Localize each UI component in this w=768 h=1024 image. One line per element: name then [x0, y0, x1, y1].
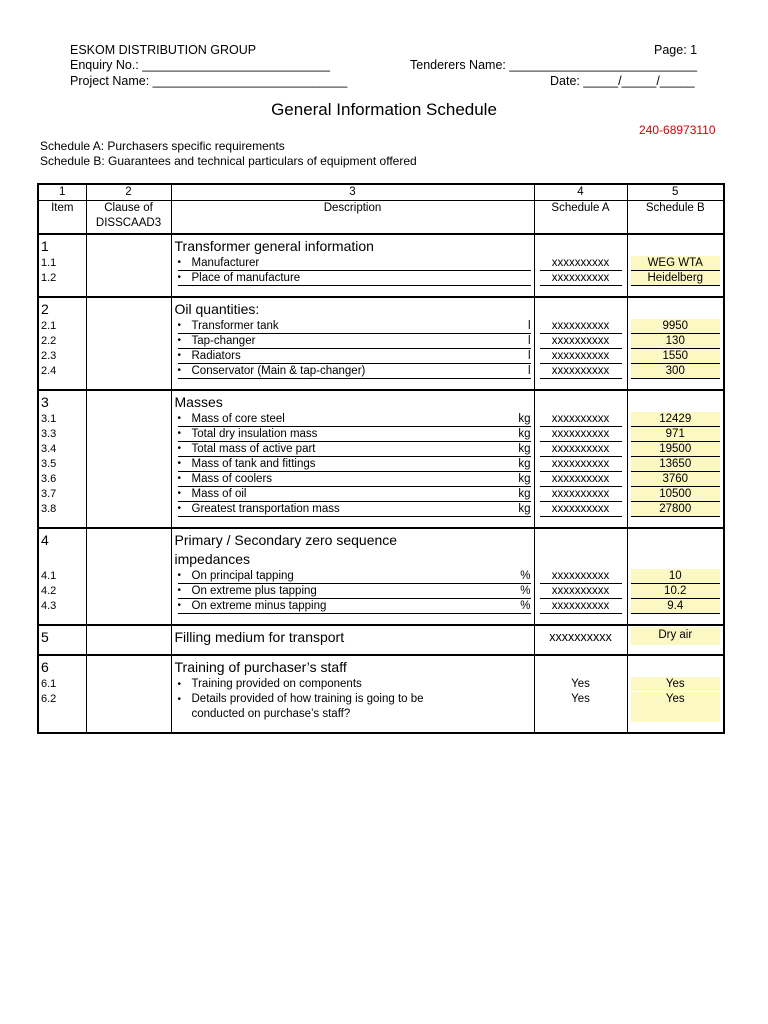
- table-row: [38, 599, 724, 614]
- schedule-b-value: Yes: [631, 692, 721, 722]
- date-field: Date: _____/_____/_____: [550, 74, 695, 88]
- item-number: 1.1: [41, 257, 57, 269]
- item-description: Training provided on components: [191, 678, 362, 690]
- item-number: 2.1: [41, 320, 57, 332]
- table-row: [38, 677, 724, 692]
- description-line: conducted on purchase’s staff?: [191, 708, 351, 720]
- section-title: Masses: [171, 390, 534, 412]
- table-row: [38, 442, 724, 457]
- item-description: Place of manufacture: [191, 272, 301, 284]
- enquiry-field: Enquiry No.: ___________________________: [70, 58, 330, 72]
- page-number: Page: 1: [654, 43, 698, 57]
- item-number: 3.5: [41, 458, 57, 470]
- bullet-icon: •: [177, 335, 182, 346]
- schedule-a-value: xxxxxxxxxx: [540, 584, 622, 599]
- item-unit: l: [527, 350, 531, 362]
- schedule-a-value: Yes: [534, 692, 627, 722]
- schedule-b-value: 971: [631, 427, 721, 442]
- item-description: Mass of coolers: [191, 473, 273, 485]
- item-description: On extreme minus tapping: [191, 600, 327, 612]
- schedule-a-value: xxxxxxxxxx: [540, 364, 622, 379]
- item-number: 4.2: [41, 585, 57, 597]
- bullet-icon: •: [177, 679, 182, 690]
- item-description: Total dry insulation mass: [191, 428, 318, 440]
- bullet-icon: •: [177, 272, 182, 283]
- schedule-a-value: xxxxxxxxxx: [540, 487, 622, 502]
- item-number: 6.1: [41, 678, 57, 690]
- schedule-a-value: xxxxxxxxxx: [540, 427, 622, 442]
- item-description: Greatest transportation mass: [191, 503, 340, 515]
- item-description: Mass of oil: [191, 488, 247, 500]
- bullet-icon: •: [177, 413, 182, 424]
- bullet-icon: •: [177, 443, 182, 454]
- project-field: Project Name: ____________________________: [70, 74, 348, 88]
- item-description: Radiators: [191, 350, 241, 362]
- table-row: [38, 364, 724, 379]
- section-header: [38, 390, 724, 412]
- bullet-icon: •: [177, 585, 182, 596]
- section-header: [38, 234, 724, 256]
- page-title: General Information Schedule: [271, 100, 497, 119]
- item-description: [192, 692, 531, 722]
- bullet-icon: •: [177, 428, 182, 439]
- item-unit: kg: [518, 458, 531, 470]
- item-number: 3.7: [41, 488, 57, 500]
- col-number: 1: [38, 184, 86, 201]
- table-row: [38, 457, 724, 472]
- item-number: 1.2: [41, 272, 57, 284]
- item-description: Conservator (Main & tap-changer): [191, 365, 366, 377]
- schedule-a-value: xxxxxxxxxx: [540, 349, 622, 364]
- bullet-icon: •: [177, 503, 182, 514]
- item-number: 3.4: [41, 443, 57, 455]
- schedule-a-value: Yes: [534, 677, 627, 692]
- item-unit: kg: [518, 443, 531, 455]
- table-row: [38, 569, 724, 584]
- schedule-a-value: xxxxxxxxxx: [540, 256, 622, 271]
- column-number-row: [38, 184, 724, 201]
- table-row: [38, 319, 724, 334]
- schedule-a-note: Schedule A: Purchasers specific requirements: [40, 139, 285, 153]
- schedule-a-value: xxxxxxxxxx: [534, 625, 627, 655]
- schedule-b-value: WEG WTA: [631, 256, 721, 271]
- section-number: 4: [38, 528, 86, 569]
- item-description: Mass of tank and fittings: [191, 458, 316, 470]
- document-number: 240-68973110: [639, 123, 716, 137]
- item-unit: %: [520, 585, 531, 597]
- schedule-a-value: xxxxxxxxxx: [540, 334, 622, 349]
- item-unit: kg: [518, 473, 531, 485]
- col-number: 2: [86, 184, 171, 201]
- schedule-table: [37, 183, 725, 734]
- section-header: [38, 625, 724, 655]
- col-header-schedule-b: Schedule B: [627, 201, 724, 235]
- table-row: [38, 334, 724, 349]
- col-header-clause: Clause of DISSCAAD3: [86, 201, 171, 235]
- tenderers-field: Tenderers Name: ___________________________: [410, 58, 698, 72]
- bullet-icon: •: [177, 600, 182, 611]
- schedule-b-note: Schedule B: Guarantees and technical particulars of equipment offered: [40, 154, 417, 168]
- section-title-line: Primary / Secondary zero sequence: [174, 532, 398, 548]
- item-number: 3.8: [41, 503, 57, 515]
- section-header: [38, 528, 724, 569]
- bullet-icon: •: [177, 694, 182, 705]
- schedule-a-value: xxxxxxxxxx: [540, 457, 622, 472]
- schedule-b-value: Yes: [631, 677, 721, 691]
- schedule-a-value: xxxxxxxxxx: [540, 599, 622, 614]
- schedule-b-value: 27800: [631, 502, 721, 517]
- col-header-item: Item: [38, 201, 86, 235]
- section-number: 2: [38, 297, 86, 319]
- schedule-a-value: xxxxxxxxxx: [540, 412, 622, 427]
- item-number: 4.3: [41, 600, 57, 612]
- bullet-icon: •: [177, 350, 182, 361]
- section-number: 6: [38, 655, 86, 677]
- bullet-icon: •: [177, 473, 182, 484]
- section-title: [171, 528, 534, 569]
- schedule-b-value: 13650: [631, 457, 721, 472]
- bullet-icon: •: [177, 458, 182, 469]
- bullet-icon: •: [177, 365, 182, 376]
- col-number: 5: [627, 184, 724, 201]
- section-title: Transformer general information: [171, 234, 534, 256]
- table-row: [38, 584, 724, 599]
- item-unit: l: [527, 320, 531, 332]
- col-header-description: Description: [171, 201, 534, 235]
- description-line: Details provided of how training is going to be: [191, 693, 424, 705]
- table-row: [38, 487, 724, 502]
- section-header: [38, 655, 724, 677]
- bullet-icon: •: [177, 257, 182, 268]
- col-number: 4: [534, 184, 627, 201]
- section-header: [38, 297, 724, 319]
- schedule-b-value: 19500: [631, 442, 721, 457]
- item-description: Tap-changer: [191, 335, 256, 347]
- section-title-line: impedances: [174, 551, 250, 567]
- schedule-b-value: 1550: [631, 349, 721, 364]
- table-row: [38, 502, 724, 517]
- column-header-row: [38, 201, 724, 235]
- item-unit: kg: [518, 428, 531, 440]
- schedule-b-value: 12429: [631, 412, 721, 427]
- schedule-a-value: xxxxxxxxxx: [540, 442, 622, 457]
- item-number: 3.3: [41, 428, 57, 440]
- schedule-b-value: 9950: [631, 319, 721, 334]
- bullet-icon: •: [177, 320, 182, 331]
- item-unit: %: [520, 570, 531, 582]
- item-unit: kg: [518, 503, 531, 515]
- schedule-b-value: 300: [631, 364, 721, 379]
- table-row: [38, 692, 724, 722]
- schedule-b-value: Heidelberg: [631, 271, 721, 286]
- item-number: 2.4: [41, 365, 57, 377]
- schedule-a-value: xxxxxxxxxx: [540, 271, 622, 286]
- item-unit: %: [520, 600, 531, 612]
- section-number: 3: [38, 390, 86, 412]
- schedule-a-value: xxxxxxxxxx: [540, 472, 622, 487]
- section-title: Filling medium for transport: [171, 625, 534, 655]
- table-row: [38, 412, 724, 427]
- schedule-b-value: Dry air: [631, 627, 721, 645]
- item-number: 6.2: [41, 693, 57, 705]
- schedule-b-value: 9.4: [631, 599, 721, 614]
- item-number: 3.6: [41, 473, 57, 485]
- schedule-a-value: xxxxxxxxxx: [540, 502, 622, 517]
- item-description: Transformer tank: [191, 320, 279, 332]
- section-title: Oil quantities:: [171, 297, 534, 319]
- table-row: [38, 427, 724, 442]
- bullet-icon: •: [177, 488, 182, 499]
- table-row: [38, 349, 724, 364]
- section-number: 1: [38, 234, 86, 256]
- item-unit: kg: [518, 413, 531, 425]
- schedule-b-value: 3760: [631, 472, 721, 487]
- item-number: 3.1: [41, 413, 57, 425]
- table-row: [38, 472, 724, 487]
- item-unit: kg: [518, 488, 531, 500]
- schedule-b-value: 10500: [631, 487, 721, 502]
- item-unit: l: [527, 335, 531, 347]
- org-name: ESKOM DISTRIBUTION GROUP: [70, 43, 257, 57]
- item-description: Manufacturer: [191, 257, 260, 269]
- item-description: Total mass of active part: [191, 443, 316, 455]
- table-row: [38, 271, 724, 286]
- item-number: 4.1: [41, 570, 57, 582]
- schedule-b-value: 130: [631, 334, 721, 349]
- item-description: On extreme plus tapping: [191, 585, 317, 597]
- schedule-a-value: xxxxxxxxxx: [540, 569, 622, 584]
- item-number: 2.3: [41, 350, 57, 362]
- section-number: 5: [38, 625, 86, 655]
- item-description: On principal tapping: [191, 570, 294, 582]
- section-title: Training of purchaser’s staff: [171, 655, 534, 677]
- schedule-b-value: 10: [631, 569, 721, 584]
- bullet-icon: •: [177, 570, 182, 581]
- item-unit: l: [527, 365, 531, 377]
- schedule-b-value: 10.2: [631, 584, 721, 599]
- table-row: [38, 256, 724, 271]
- col-number: 3: [171, 184, 534, 201]
- col-header-schedule-a: Schedule A: [534, 201, 627, 235]
- schedule-a-value: xxxxxxxxxx: [540, 319, 622, 334]
- item-number: 2.2: [41, 335, 57, 347]
- item-description: Mass of core steel: [191, 413, 285, 425]
